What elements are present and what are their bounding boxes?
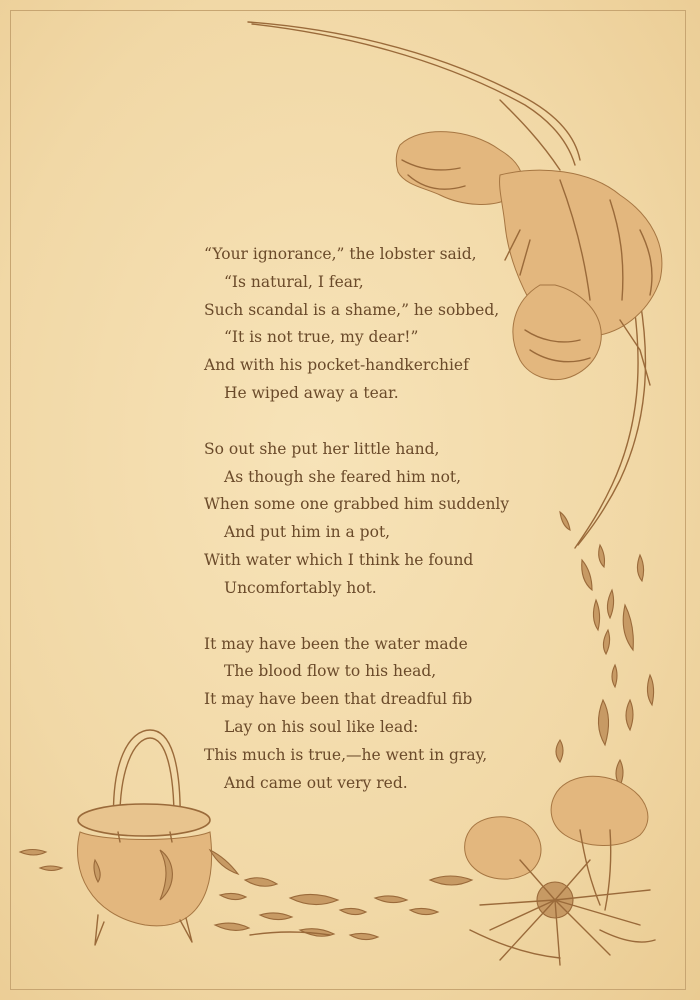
poem-line: With water which I think he found bbox=[204, 550, 474, 569]
small-fish-illustration bbox=[556, 512, 654, 786]
poem-line: So out she put her little hand, bbox=[204, 439, 440, 458]
poem-line: He wiped away a tear. bbox=[224, 383, 399, 402]
poem-line: And with his pocket-handkerchief bbox=[204, 356, 469, 375]
poem bbox=[204, 241, 524, 825]
cooking-pot-illustration bbox=[78, 730, 212, 945]
poem-stanza-3 bbox=[204, 631, 524, 798]
poem-line: It may have been the water made bbox=[204, 634, 468, 653]
poem-line: “Your ignorance,” the lobster said, bbox=[204, 245, 477, 263]
poem-line: When some one grabbed him suddenly bbox=[204, 495, 510, 514]
poem-line: And put him in a pot, bbox=[224, 523, 391, 542]
poem-line: The blood flow to his head, bbox=[224, 662, 437, 681]
poem-line: “It is not true, my dear!” bbox=[224, 328, 419, 347]
poem-stanza-2 bbox=[204, 436, 524, 603]
poem-line: It may have been that dreadful fib bbox=[204, 690, 473, 709]
poem-line: As though she feared him not, bbox=[224, 467, 462, 486]
poem-line: “Is natural, I fear, bbox=[224, 272, 364, 291]
poem-line: Lay on his soul like lead: bbox=[224, 717, 419, 736]
poem-stanza-1 bbox=[204, 241, 524, 408]
poem-line: Uncomfortably hot. bbox=[224, 578, 377, 597]
poem-line: And came out very red. bbox=[224, 773, 408, 792]
poem-line: This much is true,—he went in gray, bbox=[204, 745, 488, 764]
poem-line: Such scandal is a shame,” he sobbed, bbox=[204, 300, 500, 319]
